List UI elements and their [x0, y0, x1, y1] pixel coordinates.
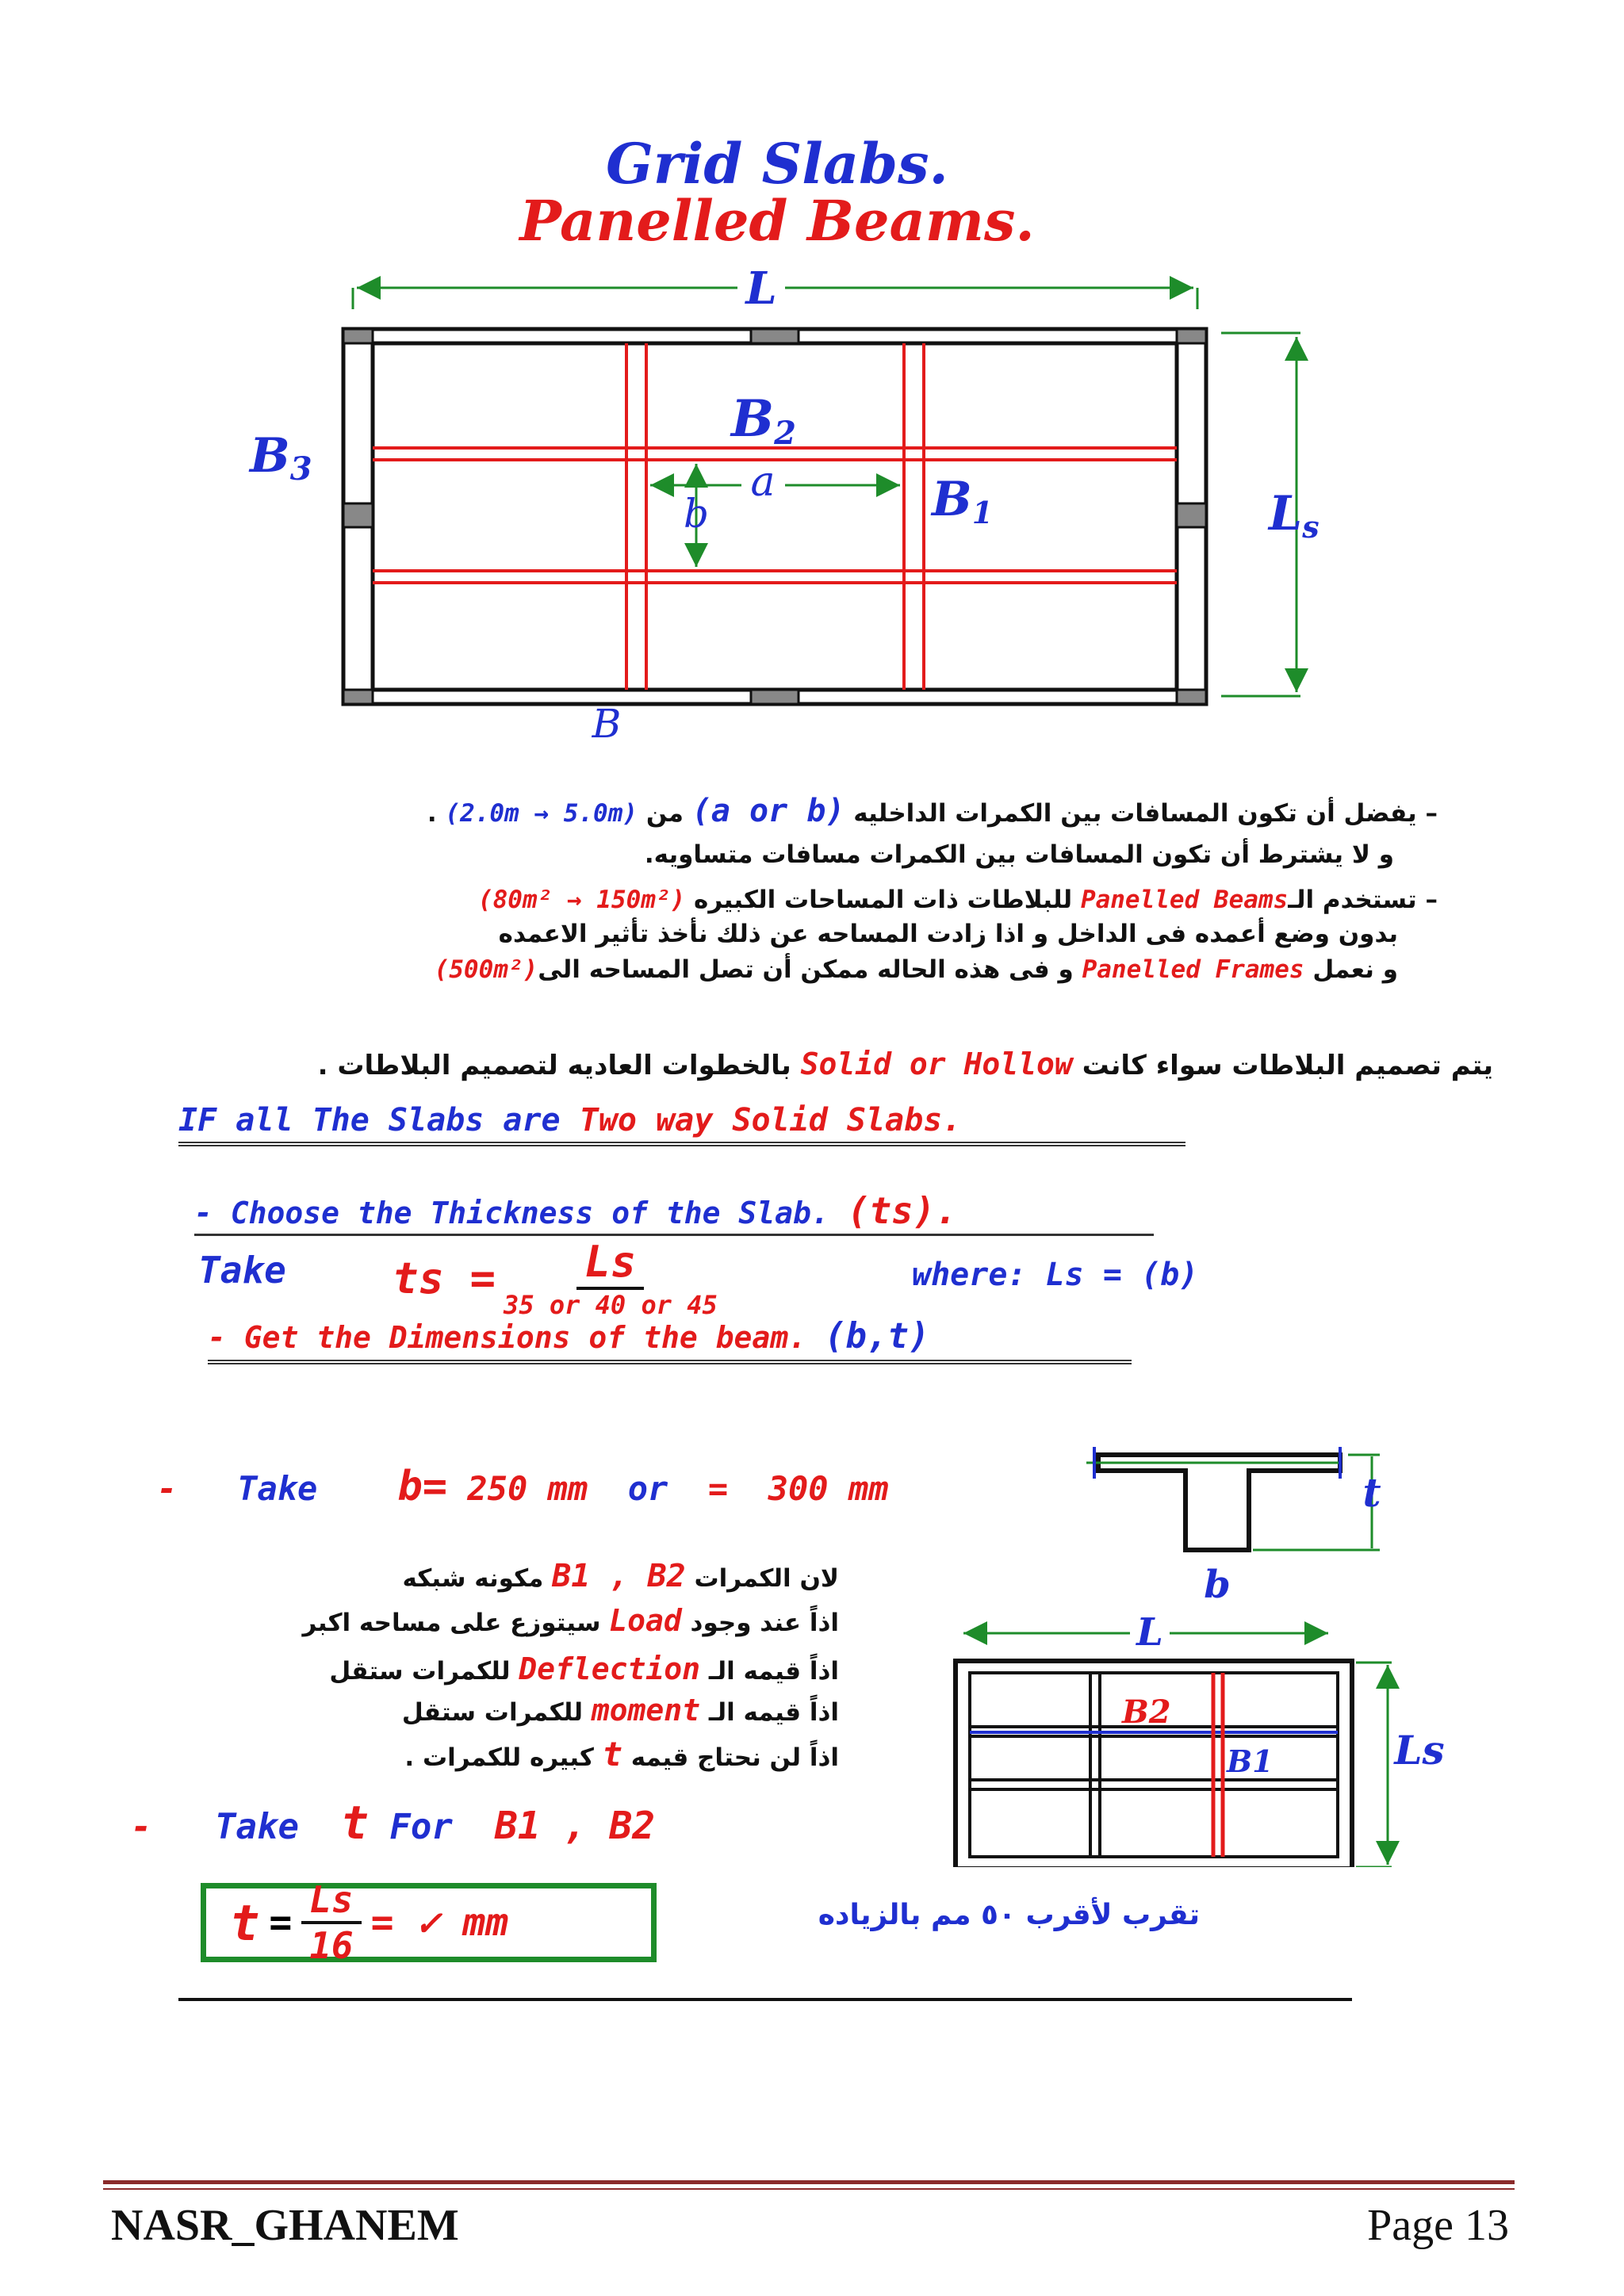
take-label: Take — [198, 1249, 286, 1292]
t-section-diagram — [1078, 1439, 1396, 1605]
small-l-label: L — [1136, 1613, 1163, 1655]
footer-rule — [103, 2180, 1515, 2184]
note-5: و نعمل Panelled Frames و فى هذه الحاله ممكن أن تصل المساحه الى(500m²) — [434, 955, 1398, 984]
design-intro: يتم تصميم البلاطات سواء كانت Solid or Hollow بالخطوات العاديه لتصميم البلاطات . — [317, 1047, 1493, 1081]
rounding-note: تقرب لأقرب ٥٠ مم بالزياده — [818, 1899, 1200, 1931]
page-subtitle: Panelled Beams. — [519, 188, 1035, 254]
if-two-way-line: IF all The Slabs are Two way Solid Slabs. — [178, 1102, 1185, 1146]
reason-1: لان الكمرات B1 , B2 مكونه شبكه — [402, 1558, 839, 1594]
take-b-line: - Take b= 250 mm or = 300 mm — [157, 1463, 889, 1510]
beam-b-label: B — [592, 701, 622, 747]
small-b1-label: B1 — [1227, 1743, 1274, 1779]
page-title: Grid Slabs. — [606, 131, 948, 197]
grid-slab-plan-diagram — [238, 266, 1396, 749]
step-choose-thickness: - Choose the Thickness of the Slab. (ts). — [194, 1189, 1154, 1236]
footer-rule-thin — [103, 2188, 1515, 2190]
svg-text:B3: B3 — [250, 428, 312, 488]
footer-page-number: Page 13 — [1367, 2201, 1509, 2250]
divider — [178, 1998, 1352, 2001]
reason-2: اذاً عند وجود Load سيتوزع على مساحه اكبر — [302, 1603, 839, 1638]
ts-formula: ts = $\frac{Ls}{35 or 40 or 45}$ — [393, 1237, 718, 1320]
reason-3: اذاً قيمه الـ Deflection للكمرات ستقل — [329, 1651, 839, 1686]
thickness-formula-box: t = $\frac{Ls}{16}$ = ✓ mm — [201, 1883, 657, 1962]
note-1: – يفضل أن تكون المسافات بين الكمرات الداخليه (a or b) من (2.0m → 5.0m) . — [427, 793, 1438, 829]
svg-text:Ls: Ls — [1269, 486, 1320, 545]
note-4: بدون وضع أعمده فى الداخل و اذا زادت المساحه عن ذلك نأخذ تأثير الاعمده — [498, 920, 1398, 948]
beam-b1-label: B — [932, 472, 972, 527]
reason-4: اذاً قيمه الـ moment للكمرات ستقل — [401, 1693, 839, 1728]
small-ls-label: Ls — [1394, 1727, 1445, 1774]
small-b2-label: B2 — [1122, 1693, 1171, 1731]
svg-text:B2: B2 — [731, 389, 796, 452]
dim-b-label: b — [683, 491, 710, 537]
grid-plan-small-diagram — [948, 1613, 1455, 1867]
note-2: و لا يشترط أن تكون المسافات بين الكمرات مسافات متساويه. — [644, 840, 1394, 869]
reason-5: اذاً لن نحتاج قيمه t كبيره للكمرات . — [404, 1735, 839, 1774]
footer-author: NASR_GHANEM — [111, 2201, 459, 2250]
dim-ls-label: L — [1269, 486, 1303, 541]
beam-b3-label: B — [250, 428, 290, 484]
dim-a-label: a — [750, 458, 776, 506]
take-t-line: - Take t For B1 , B2 — [131, 1796, 656, 1850]
b-label: b — [1204, 1563, 1231, 1605]
beam-b2-label: B — [731, 389, 775, 449]
svg-text:B1: B1 — [932, 472, 994, 530]
where-ls: where: Ls = (b) — [912, 1257, 1199, 1293]
dim-l-label: L — [745, 266, 777, 315]
step-get-dimensions: - Get the Dimensions of the beam. (b,t) — [208, 1316, 1132, 1364]
t-label: t — [1362, 1469, 1381, 1516]
note-3: – تستخدم الـPanelled Beams للبلاطات ذات المساحات الكبيره (80m² → 150m²) — [477, 886, 1438, 914]
